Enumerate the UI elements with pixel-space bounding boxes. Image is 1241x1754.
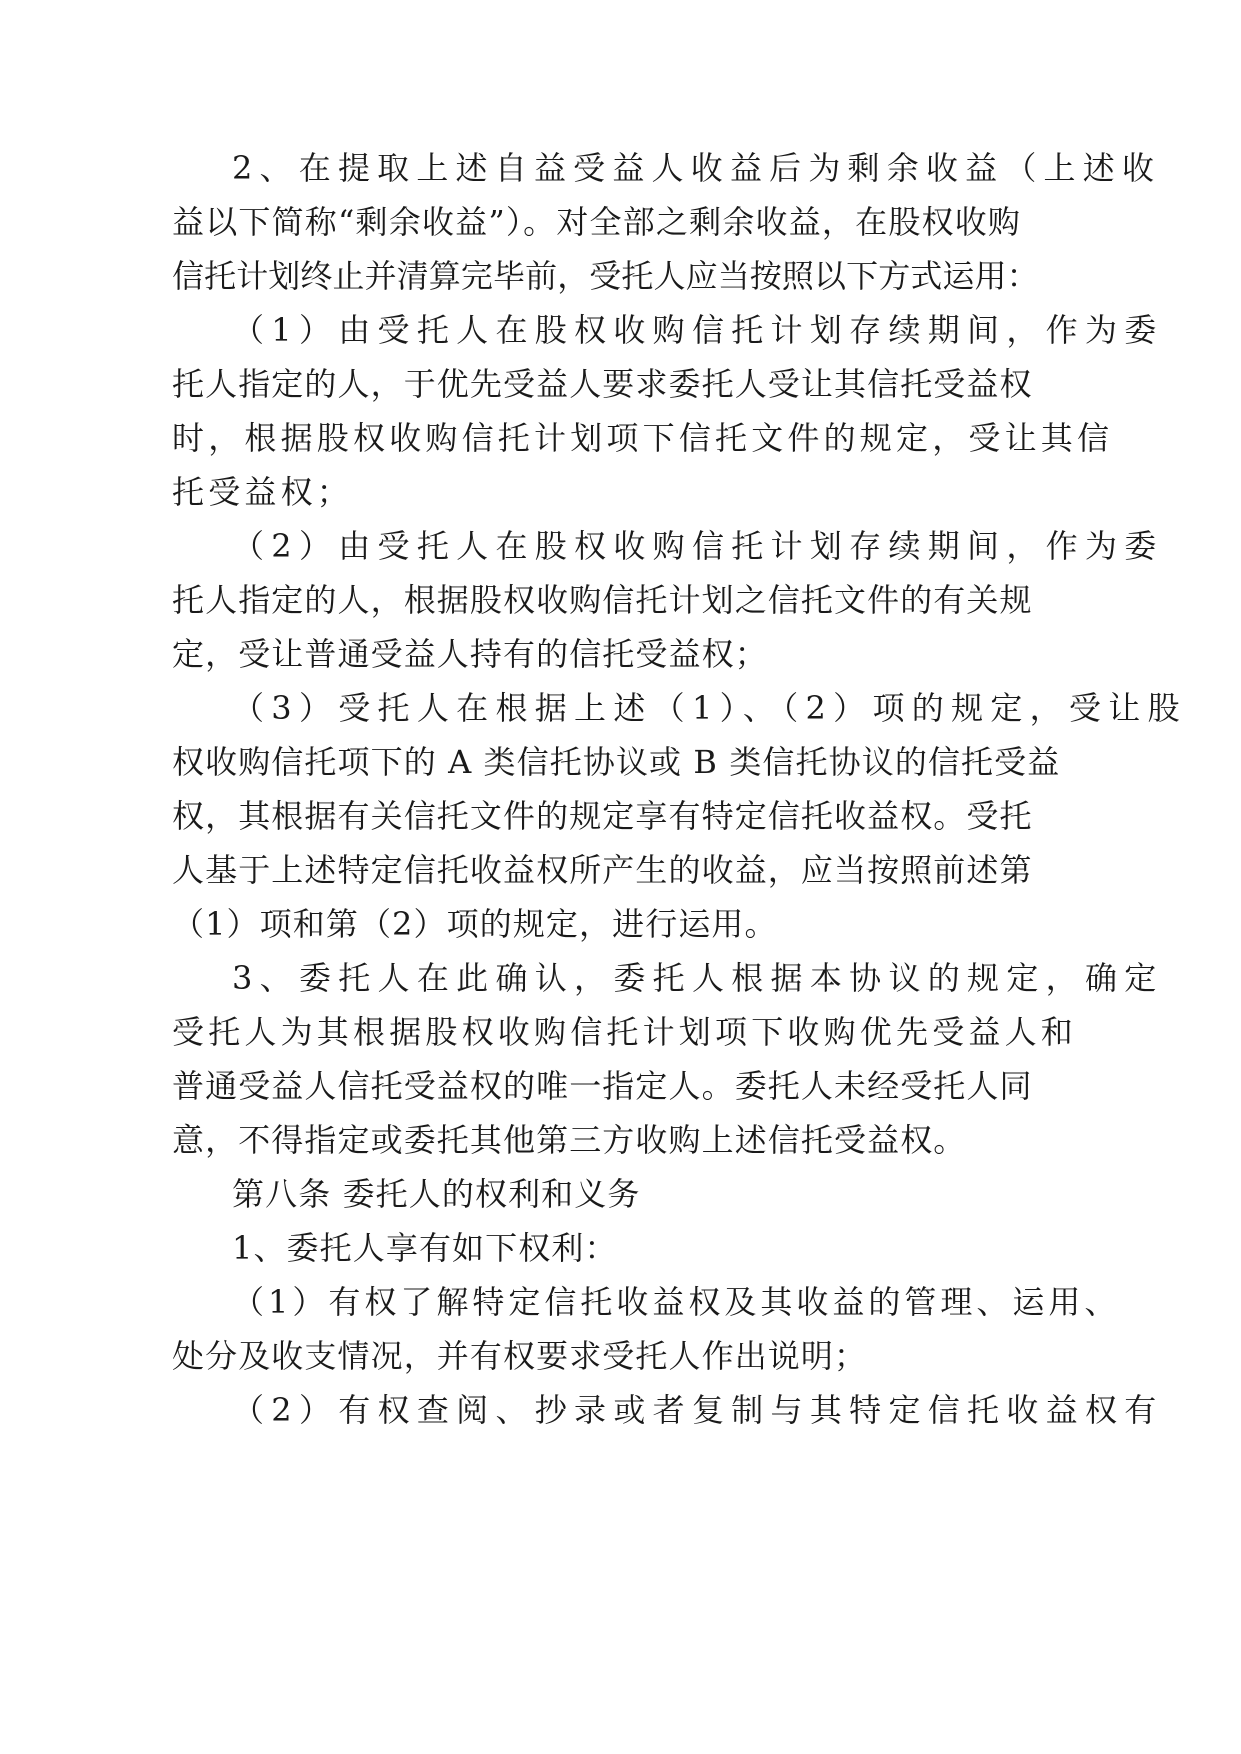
section-heading: 第八条 委托人的权利和义务: [232, 1175, 641, 1213]
text-line: 1、委托人享有如下权利：: [232, 1229, 618, 1267]
text-line: 普通受益人信托受益权的唯一指定人。委托人未经受托人同: [172, 1067, 1033, 1105]
text-line: 处分及收支情况，并有权要求受托人作出说明；: [172, 1337, 868, 1375]
text-line: （1）项和第（2）项的规定，进行运用。: [172, 905, 778, 943]
text-line: 3、委托人在此确认，委托人根据本协议的规定，确定: [232, 959, 1164, 997]
text-line: 托受益权；: [172, 473, 354, 511]
text-line: 人基于上述特定信托收益权所产生的收益，应当按照前述第: [172, 851, 1033, 889]
text-line: 益以下简称“剩余收益”）。对全部之剩余收益，在股权收购: [172, 203, 1022, 241]
text-line: 托人指定的人，根据股权收购信托计划之信托文件的有关规: [172, 581, 1033, 619]
text-line: （2）有权查阅、抄录或者复制与其特定信托收益权有: [232, 1391, 1164, 1429]
text-line: 信托计划终止并清算完毕前，受托人应当按照以下方式运用：: [172, 257, 1039, 295]
text-line: （1）由受托人在股权收购信托计划存续期间，作为委: [232, 311, 1164, 349]
text-line: 定，受让普通受益人持有的信托受益权；: [172, 635, 768, 673]
text-line: 权收购信托项下的 A 类信托协议或 B 类信托协议的信托受益: [172, 743, 1061, 781]
text-line: 受托人为其根据股权收购信托计划项下收购优先受益人和: [172, 1013, 1078, 1051]
text-line: 2、在提取上述自益受益人收益后为剩余收益（上述收: [232, 149, 1162, 187]
text-line: 时，根据股权收购信托计划项下信托文件的规定，受让其信: [172, 419, 1114, 457]
text-line: 权，其根据有关信托文件的规定享有特定信托收益权。受托: [172, 797, 1033, 835]
text-line: （3）受托人在根据上述（1）、（2）项的规定，受让股: [232, 689, 1187, 727]
text-line: （2）由受托人在股权收购信托计划存续期间，作为委: [232, 527, 1164, 565]
text-line: 托人指定的人，于优先受益人要求委托人受让其信托受益权: [172, 365, 1033, 403]
text-line: 意，不得指定或委托其他第三方收购上述信托受益权。: [172, 1121, 967, 1159]
text-line: （1）有权了解特定信托收益权及其收益的管理、运用、: [232, 1283, 1121, 1321]
